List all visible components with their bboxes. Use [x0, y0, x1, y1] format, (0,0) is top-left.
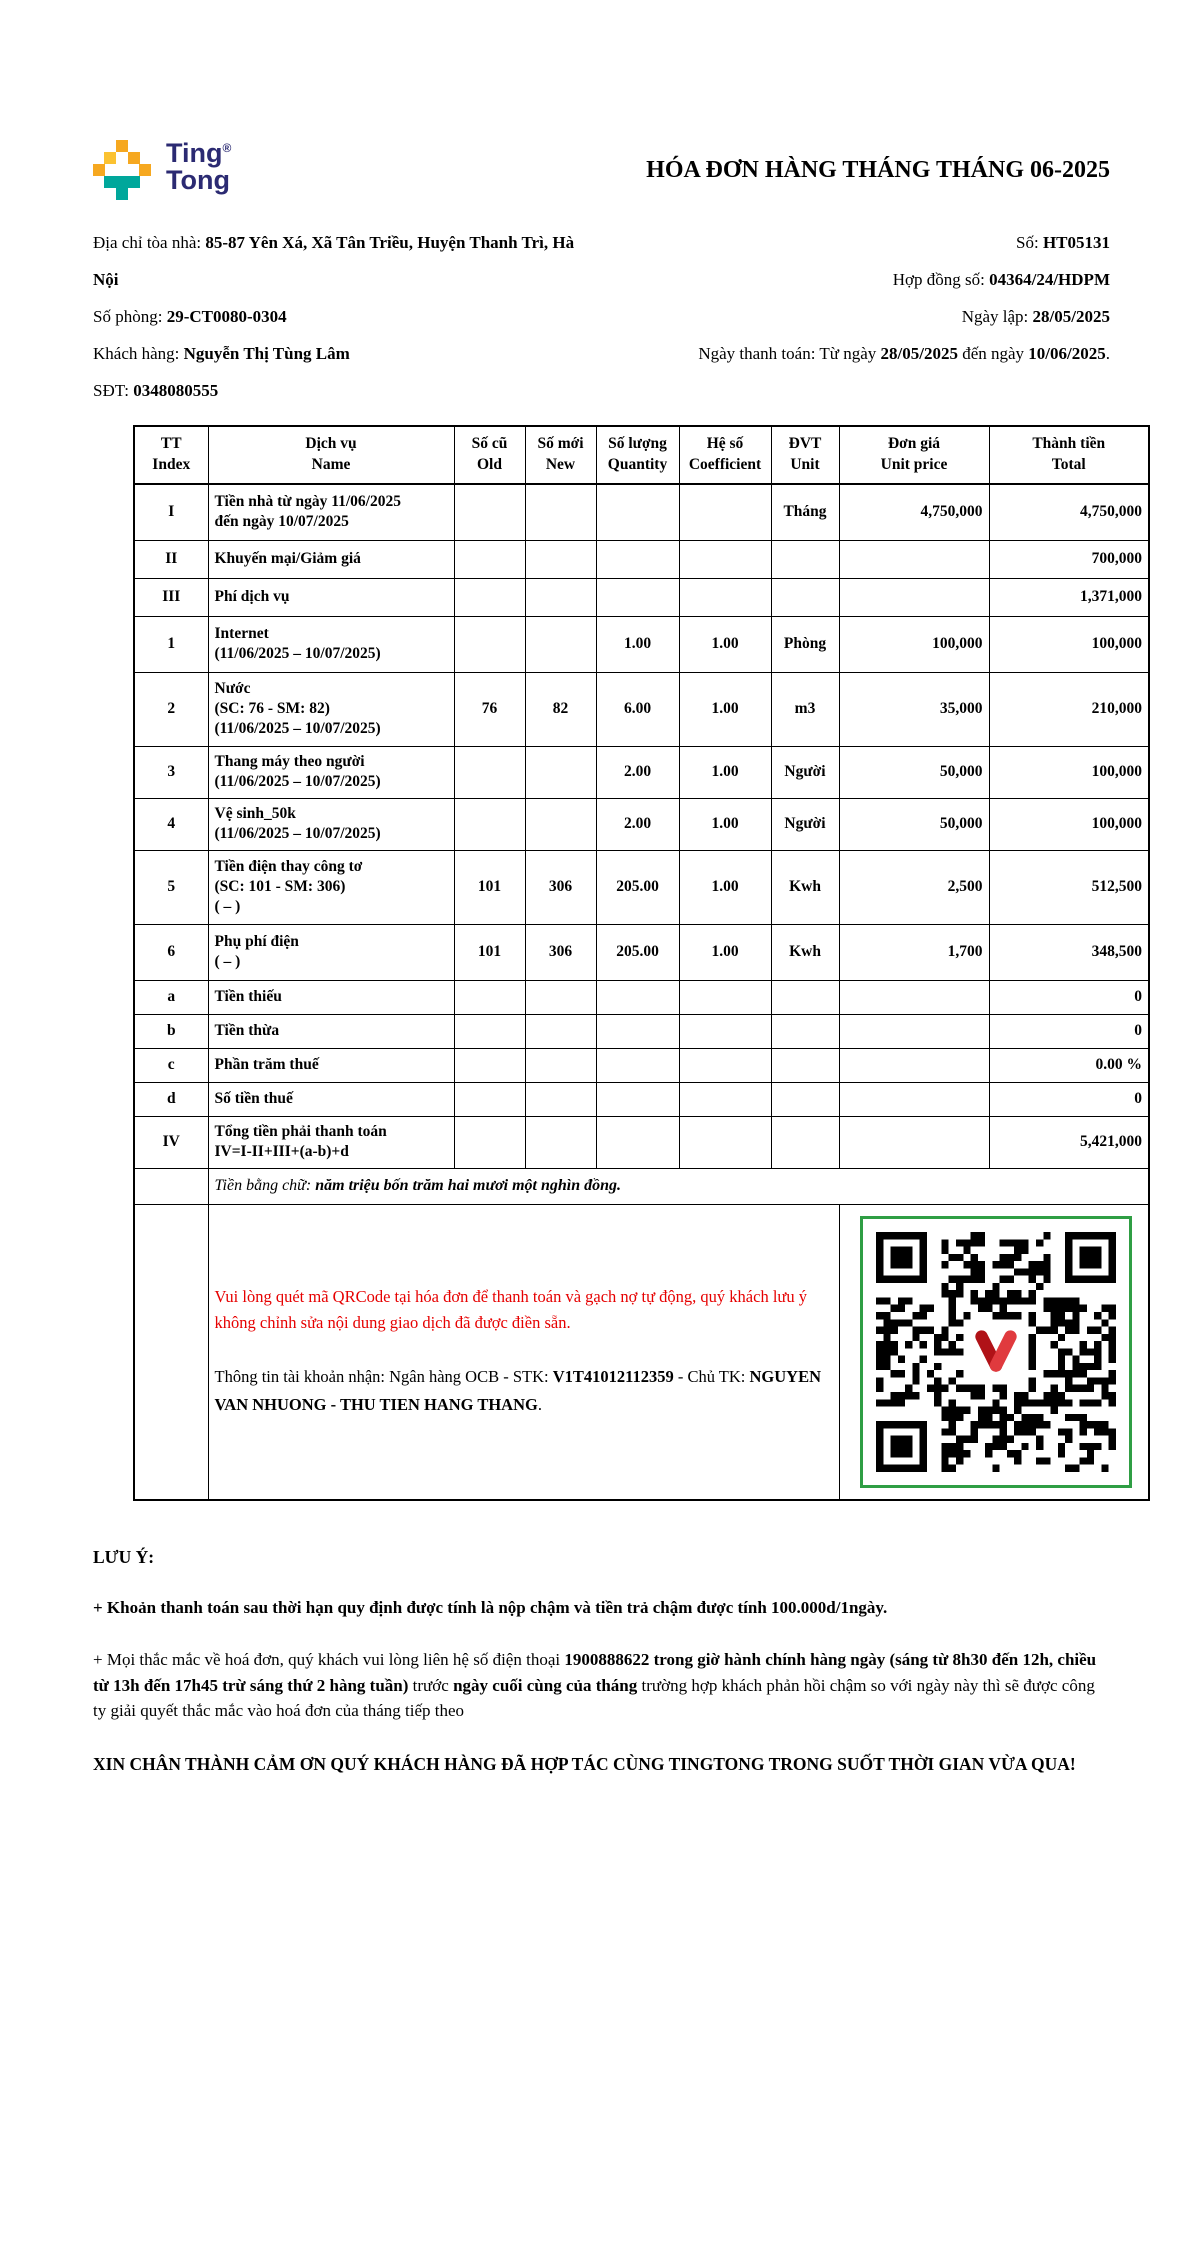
cell-tt: 5 [134, 850, 208, 924]
cell-coef: 1.00 [679, 798, 771, 850]
notes-section [0, 1501, 1200, 1777]
cell-coef: 1.00 [679, 924, 771, 980]
notes-heading: LƯU Ý: [93, 1546, 155, 1567]
cell-name: Nước (SC: 76 - SM: 82) (11/06/2025 – 10/07/2025) [208, 672, 454, 746]
cell-qty [596, 1048, 679, 1082]
invoice-number-line: Số: HT05131 [1016, 233, 1110, 252]
column-header: Số lượng Quantity [596, 426, 679, 484]
logo-pixel [139, 164, 151, 176]
cell-tt: d [134, 1082, 208, 1116]
cell-total: 100,000 [989, 616, 1149, 672]
amount-in-words-row [134, 1168, 1149, 1204]
customer-name-line: Khách hàng: Nguyễn Thị Tùng Lâm [93, 344, 350, 363]
cell-price [839, 980, 989, 1014]
cell-unit: Người [771, 798, 839, 850]
cell-price [839, 1014, 989, 1048]
cell-unit: Người [771, 746, 839, 798]
cell-qty [596, 980, 679, 1014]
qr-warning-note: Vui lòng quét mã QRCode tại hóa đơn để thanh toán và gạch nợ tự động, quý khách lưu ý không chỉnh sửa nội dung giao dịch đã được điền sẵn. [214, 1287, 807, 1332]
invoice-table [133, 425, 1150, 1501]
cell-new [525, 1014, 596, 1048]
cell-qty [596, 540, 679, 578]
cell-price: 1,700 [839, 924, 989, 980]
cell-empty [134, 1204, 208, 1500]
cell-unit [771, 1082, 839, 1116]
cell-old [454, 1116, 525, 1168]
cell-old [454, 798, 525, 850]
cell-coef [679, 1082, 771, 1116]
table-header-row [134, 426, 1149, 484]
contract-number-line: Hợp đồng số: 04364/24/HDPM [892, 270, 1110, 289]
cell-coef [679, 1014, 771, 1048]
cell-coef [679, 540, 771, 578]
cell-total: 4,750,000 [989, 484, 1149, 540]
table-row [134, 672, 1149, 746]
cell-qty [596, 1014, 679, 1048]
registered-mark: ® [222, 141, 232, 155]
cell-qty [596, 578, 679, 616]
cell-new [525, 1048, 596, 1082]
cell-name: Tiền thiếu [208, 980, 454, 1014]
table-row [134, 616, 1149, 672]
cell-name: Phần trăm thuế [208, 1048, 454, 1082]
cell-price [839, 1048, 989, 1082]
table-row [134, 578, 1149, 616]
cell-new: 306 [525, 924, 596, 980]
table-row [134, 980, 1149, 1014]
cell-total: 0 [989, 1014, 1149, 1048]
cell-unit: Phòng [771, 616, 839, 672]
cell-unit: Tháng [771, 484, 839, 540]
header [0, 0, 1200, 200]
table-row [134, 484, 1149, 540]
info-section [0, 200, 1200, 409]
cell-tt: I [134, 484, 208, 540]
cell-price: 2,500 [839, 850, 989, 924]
cell-price [839, 540, 989, 578]
qr-code-cell [839, 1204, 1149, 1500]
note-contact: + Mọi thắc mắc về hoá đơn, quý khách vui lòng liên hệ số điện thoại 1900888622 trong giờ hành chính hàng ngày (sáng từ 8h30 đến 12h, chiều từ 13h đến 17h45 trừ sáng thứ 2 hàng tuần) trước ngày cuối cùng của tháng trường hợp khách phản hồi chậm so với ngày này thì sẽ được công ty giải quyết thắc mắc vào hoá đơn của tháng tiếp theo [93, 1650, 1097, 1720]
cell-total: 0.00 % [989, 1048, 1149, 1082]
column-header: Số mới New [525, 426, 596, 484]
cell-total: 1,371,000 [989, 578, 1149, 616]
table-row [134, 746, 1149, 798]
cell-qty: 205.00 [596, 924, 679, 980]
column-header: Dịch vụ Name [208, 426, 454, 484]
cell-name: Phụ phí điện ( – ) [208, 924, 454, 980]
cell-name: Tiền điện thay công tơ (SC: 101 - SM: 306) ( – ) [208, 850, 454, 924]
cell-coef [679, 1048, 771, 1082]
cell-total: 100,000 [989, 798, 1149, 850]
cell-name: Tiền nhà từ ngày 11/06/2025 đến ngày 10/07/2025 [208, 484, 454, 540]
cell-new: 82 [525, 672, 596, 746]
cell-old [454, 980, 525, 1014]
column-header: Số cũ Old [454, 426, 525, 484]
cell-qty [596, 1082, 679, 1116]
cell-price: 50,000 [839, 746, 989, 798]
cell-old [454, 746, 525, 798]
cell-old [454, 616, 525, 672]
logo-pixel [116, 188, 128, 200]
cell-unit [771, 578, 839, 616]
cell-unit: m3 [771, 672, 839, 746]
cell-total: 0 [989, 1082, 1149, 1116]
cell-total: 348,500 [989, 924, 1149, 980]
cell-new [525, 1116, 596, 1168]
cell-price: 35,000 [839, 672, 989, 746]
cell-name: Phí dịch vụ [208, 578, 454, 616]
cell-name: Tổng tiền phải thanh toán IV=I-II+III+(a-b)+d [208, 1116, 454, 1168]
cell-new [525, 540, 596, 578]
brand-name [166, 140, 231, 194]
cell-new [525, 980, 596, 1014]
table-row [134, 1082, 1149, 1116]
logo-pixel [104, 152, 116, 164]
cell-qty: 6.00 [596, 672, 679, 746]
tingtong-logo-icon [93, 140, 151, 200]
cell-new [525, 578, 596, 616]
cell-coef: 1.00 [679, 746, 771, 798]
cell-tt: III [134, 578, 208, 616]
cell-qty: 1.00 [596, 616, 679, 672]
cell-coef [679, 484, 771, 540]
cell-unit [771, 1048, 839, 1082]
cell-price [839, 1116, 989, 1168]
note-late-payment: + Khoản thanh toán sau thời hạn quy định được tính là nộp chậm và tiền trả chậm được tính 100.000d/1ngày. [93, 1597, 888, 1617]
cell-new [525, 746, 596, 798]
cell-price: 4,750,000 [839, 484, 989, 540]
cell-total: 100,000 [989, 746, 1149, 798]
table-row [134, 798, 1149, 850]
logo-pixel [116, 140, 128, 152]
payment-period-line: Ngày thanh toán: Từ ngày 28/05/2025 đến ngày 10/06/2025. [698, 344, 1110, 363]
cell-total: 210,000 [989, 672, 1149, 746]
table-row [134, 850, 1149, 924]
cell-tt: II [134, 540, 208, 578]
cell-old [454, 540, 525, 578]
logo-pixel [93, 164, 105, 176]
brand-logo [93, 140, 231, 200]
table-row [134, 1048, 1149, 1082]
cell-price [839, 1082, 989, 1116]
cell-old [454, 578, 525, 616]
customer-info [93, 224, 598, 409]
logo-pixel [104, 176, 140, 188]
phone-number-line: SĐT: 0348080555 [93, 381, 219, 400]
cell-old: 101 [454, 924, 525, 980]
cell-qty [596, 484, 679, 540]
cell-old [454, 484, 525, 540]
brand-name-line2: Tong [166, 165, 230, 195]
cell-tt: 6 [134, 924, 208, 980]
table-row [134, 1116, 1149, 1168]
cell-old [454, 1048, 525, 1082]
cell-coef: 1.00 [679, 850, 771, 924]
cell-unit: Kwh [771, 850, 839, 924]
issue-date-line: Ngày lập: 28/05/2025 [961, 307, 1110, 326]
cell-price [839, 578, 989, 616]
cell-new [525, 484, 596, 540]
cell-name: Số tiền thuế [208, 1082, 454, 1116]
cell-tt: 3 [134, 746, 208, 798]
cell-tt: a [134, 980, 208, 1014]
invoice-meta [698, 224, 1110, 372]
cell-unit [771, 980, 839, 1014]
cell-name: Internet (11/06/2025 – 10/07/2025) [208, 616, 454, 672]
qr-code [860, 1216, 1132, 1488]
cell-coef [679, 980, 771, 1014]
column-header: Đơn giá Unit price [839, 426, 989, 484]
cell-old: 101 [454, 850, 525, 924]
cell-qty: 205.00 [596, 850, 679, 924]
cell-tt: c [134, 1048, 208, 1082]
cell-coef [679, 1116, 771, 1168]
cell-total: 512,500 [989, 850, 1149, 924]
cell-total: 700,000 [989, 540, 1149, 578]
cell-unit [771, 1014, 839, 1048]
logo-pixel [128, 152, 140, 164]
cell-tt: 2 [134, 672, 208, 746]
cell-unit [771, 1116, 839, 1168]
cell-price: 50,000 [839, 798, 989, 850]
amount-in-words: Tiền bằng chữ: năm triệu bốn trăm hai mươi một nghìn đồng. [208, 1168, 1149, 1204]
cell-name: Thang máy theo người (11/06/2025 – 10/07/2025) [208, 746, 454, 798]
cell-name: Vệ sinh_50k (11/06/2025 – 10/07/2025) [208, 798, 454, 850]
column-header: Thành tiền Total [989, 426, 1149, 484]
bank-account-info: Thông tin tài khoản nhận: Ngân hàng OCB - STK: V1T41012112359 - Chủ TK: NGUYEN VAN NHUONG - THU TIEN HANG THANG. [214, 1366, 822, 1414]
cell-total: 0 [989, 980, 1149, 1014]
payment-instructions [208, 1204, 839, 1500]
cell-coef: 1.00 [679, 616, 771, 672]
cell-total: 5,421,000 [989, 1116, 1149, 1168]
cell-tt: 1 [134, 616, 208, 672]
cell-tt: b [134, 1014, 208, 1048]
cell-name: Tiền thừa [208, 1014, 454, 1048]
cell-coef [679, 578, 771, 616]
cell-tt: 4 [134, 798, 208, 850]
cell-new [525, 616, 596, 672]
table-row [134, 924, 1149, 980]
red-v-heart-icon [969, 1327, 1023, 1377]
table-row [134, 1014, 1149, 1048]
thank-you-note: XIN CHÂN THÀNH CẢM ƠN QUÝ KHÁCH HÀNG ĐÃ HỢP TÁC CÙNG TINGTONG TRONG SUỐT THỜI GIAN VỪA QUA! [93, 1753, 1076, 1774]
cell-new [525, 798, 596, 850]
cell-qty [596, 1116, 679, 1168]
cell-old [454, 1014, 525, 1048]
cell-price: 100,000 [839, 616, 989, 672]
cell-name: Khuyến mại/Giảm giá [208, 540, 454, 578]
cell-qty: 2.00 [596, 746, 679, 798]
invoice-title: HÓA ĐƠN HÀNG THÁNG THÁNG 06-2025 [646, 157, 1110, 183]
column-header: ĐVT Unit [771, 426, 839, 484]
brand-name-line1: Ting® [166, 138, 232, 168]
cell-empty [134, 1168, 208, 1204]
cell-tt: IV [134, 1116, 208, 1168]
cell-qty: 2.00 [596, 798, 679, 850]
building-address-line: Địa chỉ tòa nhà: 85-87 Yên Xá, Xã Tân Triều, Huyện Thanh Trì, Hà Nội [93, 233, 575, 289]
cell-coef: 1.00 [679, 672, 771, 746]
cell-unit: Kwh [771, 924, 839, 980]
cell-old: 76 [454, 672, 525, 746]
cell-new: 306 [525, 850, 596, 924]
cell-old [454, 1082, 525, 1116]
column-header: Hệ số Coefficient [679, 426, 771, 484]
cell-unit [771, 540, 839, 578]
column-header: TT Index [134, 426, 208, 484]
cell-new [525, 1082, 596, 1116]
qr-row [134, 1204, 1149, 1500]
room-number-line: Số phòng: 29-CT0080-0304 [93, 307, 287, 326]
table-row [134, 540, 1149, 578]
